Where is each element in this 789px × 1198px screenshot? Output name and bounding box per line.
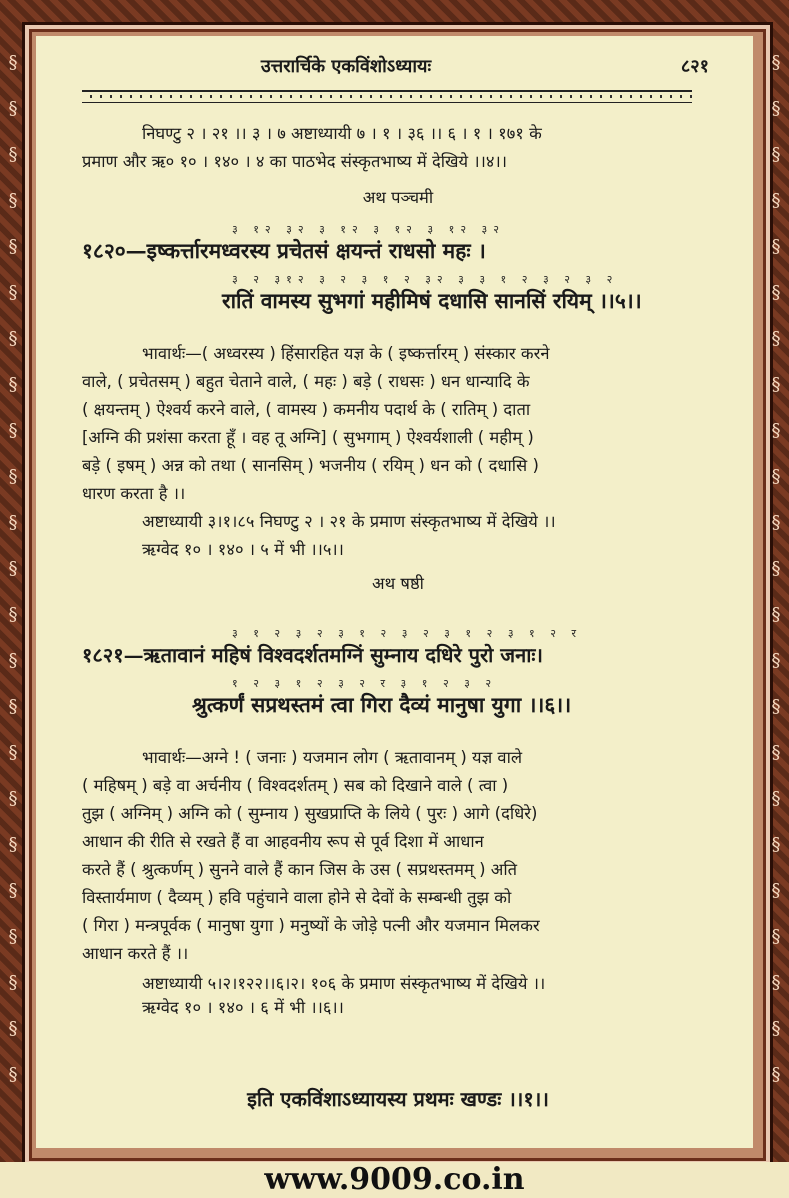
page-header [36,54,753,86]
accent-marks: ३ १२ ३२ ३ १२ ३ १२ ३ १२ ३२ [232,223,505,236]
text-line: धारण करता है ।। [82,484,186,503]
text-line: करते हैं ( श्रुत्कर्णम् ) सुनने वाले हैं कान जिस के उस ( सप्रथस्तमम् ) अति [82,860,518,879]
accent-marks: ३ १ २ ३ २ ३ १ २ ३ २ ३ १ २ ३ १ २ र [232,627,582,640]
meaning-block-5 [82,340,714,598]
section-end: इति एकविंशाऽध्यायस्य प्रथमः खण्डः ।।१।। [247,1087,549,1111]
verse-line: श्रुत्कर्णं सप्रथस्तमं त्वा गिरा दैव्यं मानुषा युगा ।।६।। [192,692,572,717]
text-line: ऋग्वेद १० । १४० । ५ में भी ।।५।। [142,540,344,559]
text-line: विस्तार्यमाण ( दैव्यम् ) हवि पहुंचाने वाला होने से देवों के सम्बन्धी तुझ को [82,888,512,907]
text-line: ( गिरा ) मन्त्रपूर्वक ( मानुषा युगा ) मनुष्यों के जोड़े पत्नी और यजमान मिलकर [82,916,540,935]
text-line: बड़े ( इषम् ) अन्न को तथा ( सानसिम् ) भजनीय ( रयिम् ) धन को ( दधासि ) [82,456,539,475]
text-line: भावार्थः—अग्ने ! ( जनाः ) यजमान लोग ( ऋतावानम् ) यज्ञ वाले [142,748,523,767]
text-line: प्रमाण और ऋ० १० । १४० । ४ का पाठभेद संस्कृतभाष्य में देखिये ।।४।। [82,152,507,171]
text-line: ( क्षयन्तम् ) ऐश्वर्य करने वाले, ( वामस्य ) कमनीय पदार्थ के ( रातिम् ) दाता [82,400,531,419]
accent-marks: ३ २ ३१२ ३ २ ३ १ २ ३२ ३ ३ १ २ ३ २ ३ २ [232,273,619,286]
verse-line: रातिं वामस्य सुभगां महीमिषं दधासि सानसिं रयिम् ।।५।। [222,288,642,313]
text-line: वाले, ( प्रचेतसम् ) बहुत चेताने वाले, ( महः ) बड़े ( राधसः ) धन धान्यादि के [82,372,530,391]
text-line: तुझ ( अग्निम् ) अग्नि को ( सुम्नाय ) सुखप्राप्ति के लिये ( पुरः ) आगे (दधिरे) [82,804,538,823]
text-line: आधान की रीति से रखते हैं वा आहवनीय रूप से पूर्व दिशा में आधान [82,832,484,851]
text-line: आधान करते हैं ।। [82,944,189,963]
text-line: भावार्थः—( अध्वरस्य ) हिंसारहित यज्ञ के ( इष्कर्त्तारम् ) संस्कार करने [142,344,550,363]
section-heading: अथ षष्ठी [372,574,424,593]
website-watermark: www.9009.co.in [0,1162,789,1198]
verse-line: १८२०—इष्कर्त्तारमध्वरस्य प्रचेतसं क्षयन्तं राधसो महः । [82,238,486,263]
verse-1820 [82,224,714,316]
book-page [36,36,753,1148]
meaning-block-6 [82,744,714,1020]
text-line: [अग्नि की प्रशंसा करता हूँ । वह तू अग्नि] ( सुभगाम् ) ऐश्वर्यशाली ( महीम् ) [82,428,534,447]
left-flourish-icon: § § § § § § § § § § § § § § § § § § § § § § § [8,52,18,1085]
page-number: ८२१ [680,56,709,77]
text-line: अष्टाध्यायी ३।१।८५ निघण्टु २ । २१ के प्रमाण संस्कृतभाष्य में देखिये ।। [142,512,556,531]
accent-marks: १ २ ३ १ २ ३ २ र ३ १ २ ३ २ [232,677,498,690]
right-flourish-icon: § § § § § § § § § § § § § § § § § § § § § § § [771,52,781,1085]
verse-1821 [82,628,714,720]
text-line: ऋग्वेद १० । १४० । ६ में भी ।।६।। [142,998,344,1017]
text-line: अष्टाध्यायी ५।२।१२२।।६।२। १०६ के प्रमाण संस्कृतभाष्य में देखिये ।। [142,974,546,993]
text-line: निघण्टु २ । २१ ।। ३ । ७ अष्टाध्यायी ७ । १ । ३६ ।। ६ । १ । १७१ के [142,124,542,143]
page-title: उत्तरार्चिके एकविंशोऽध्यायः [260,56,432,77]
header-rule [82,90,692,103]
text-line: ( महिषम् ) बड़े वा अर्चनीय ( विश्वदर्शतम् ) सब को दिखाने वाले ( त्वा ) [82,776,509,795]
verse-line: १८२१—ऋतावानं महिषं विश्वदर्शतमग्निं सुम्नाय दधिरे पुरो जनाः। [82,643,544,667]
section-heading: अथ पञ्चमी [362,188,434,207]
reference-block-4 [82,120,714,212]
